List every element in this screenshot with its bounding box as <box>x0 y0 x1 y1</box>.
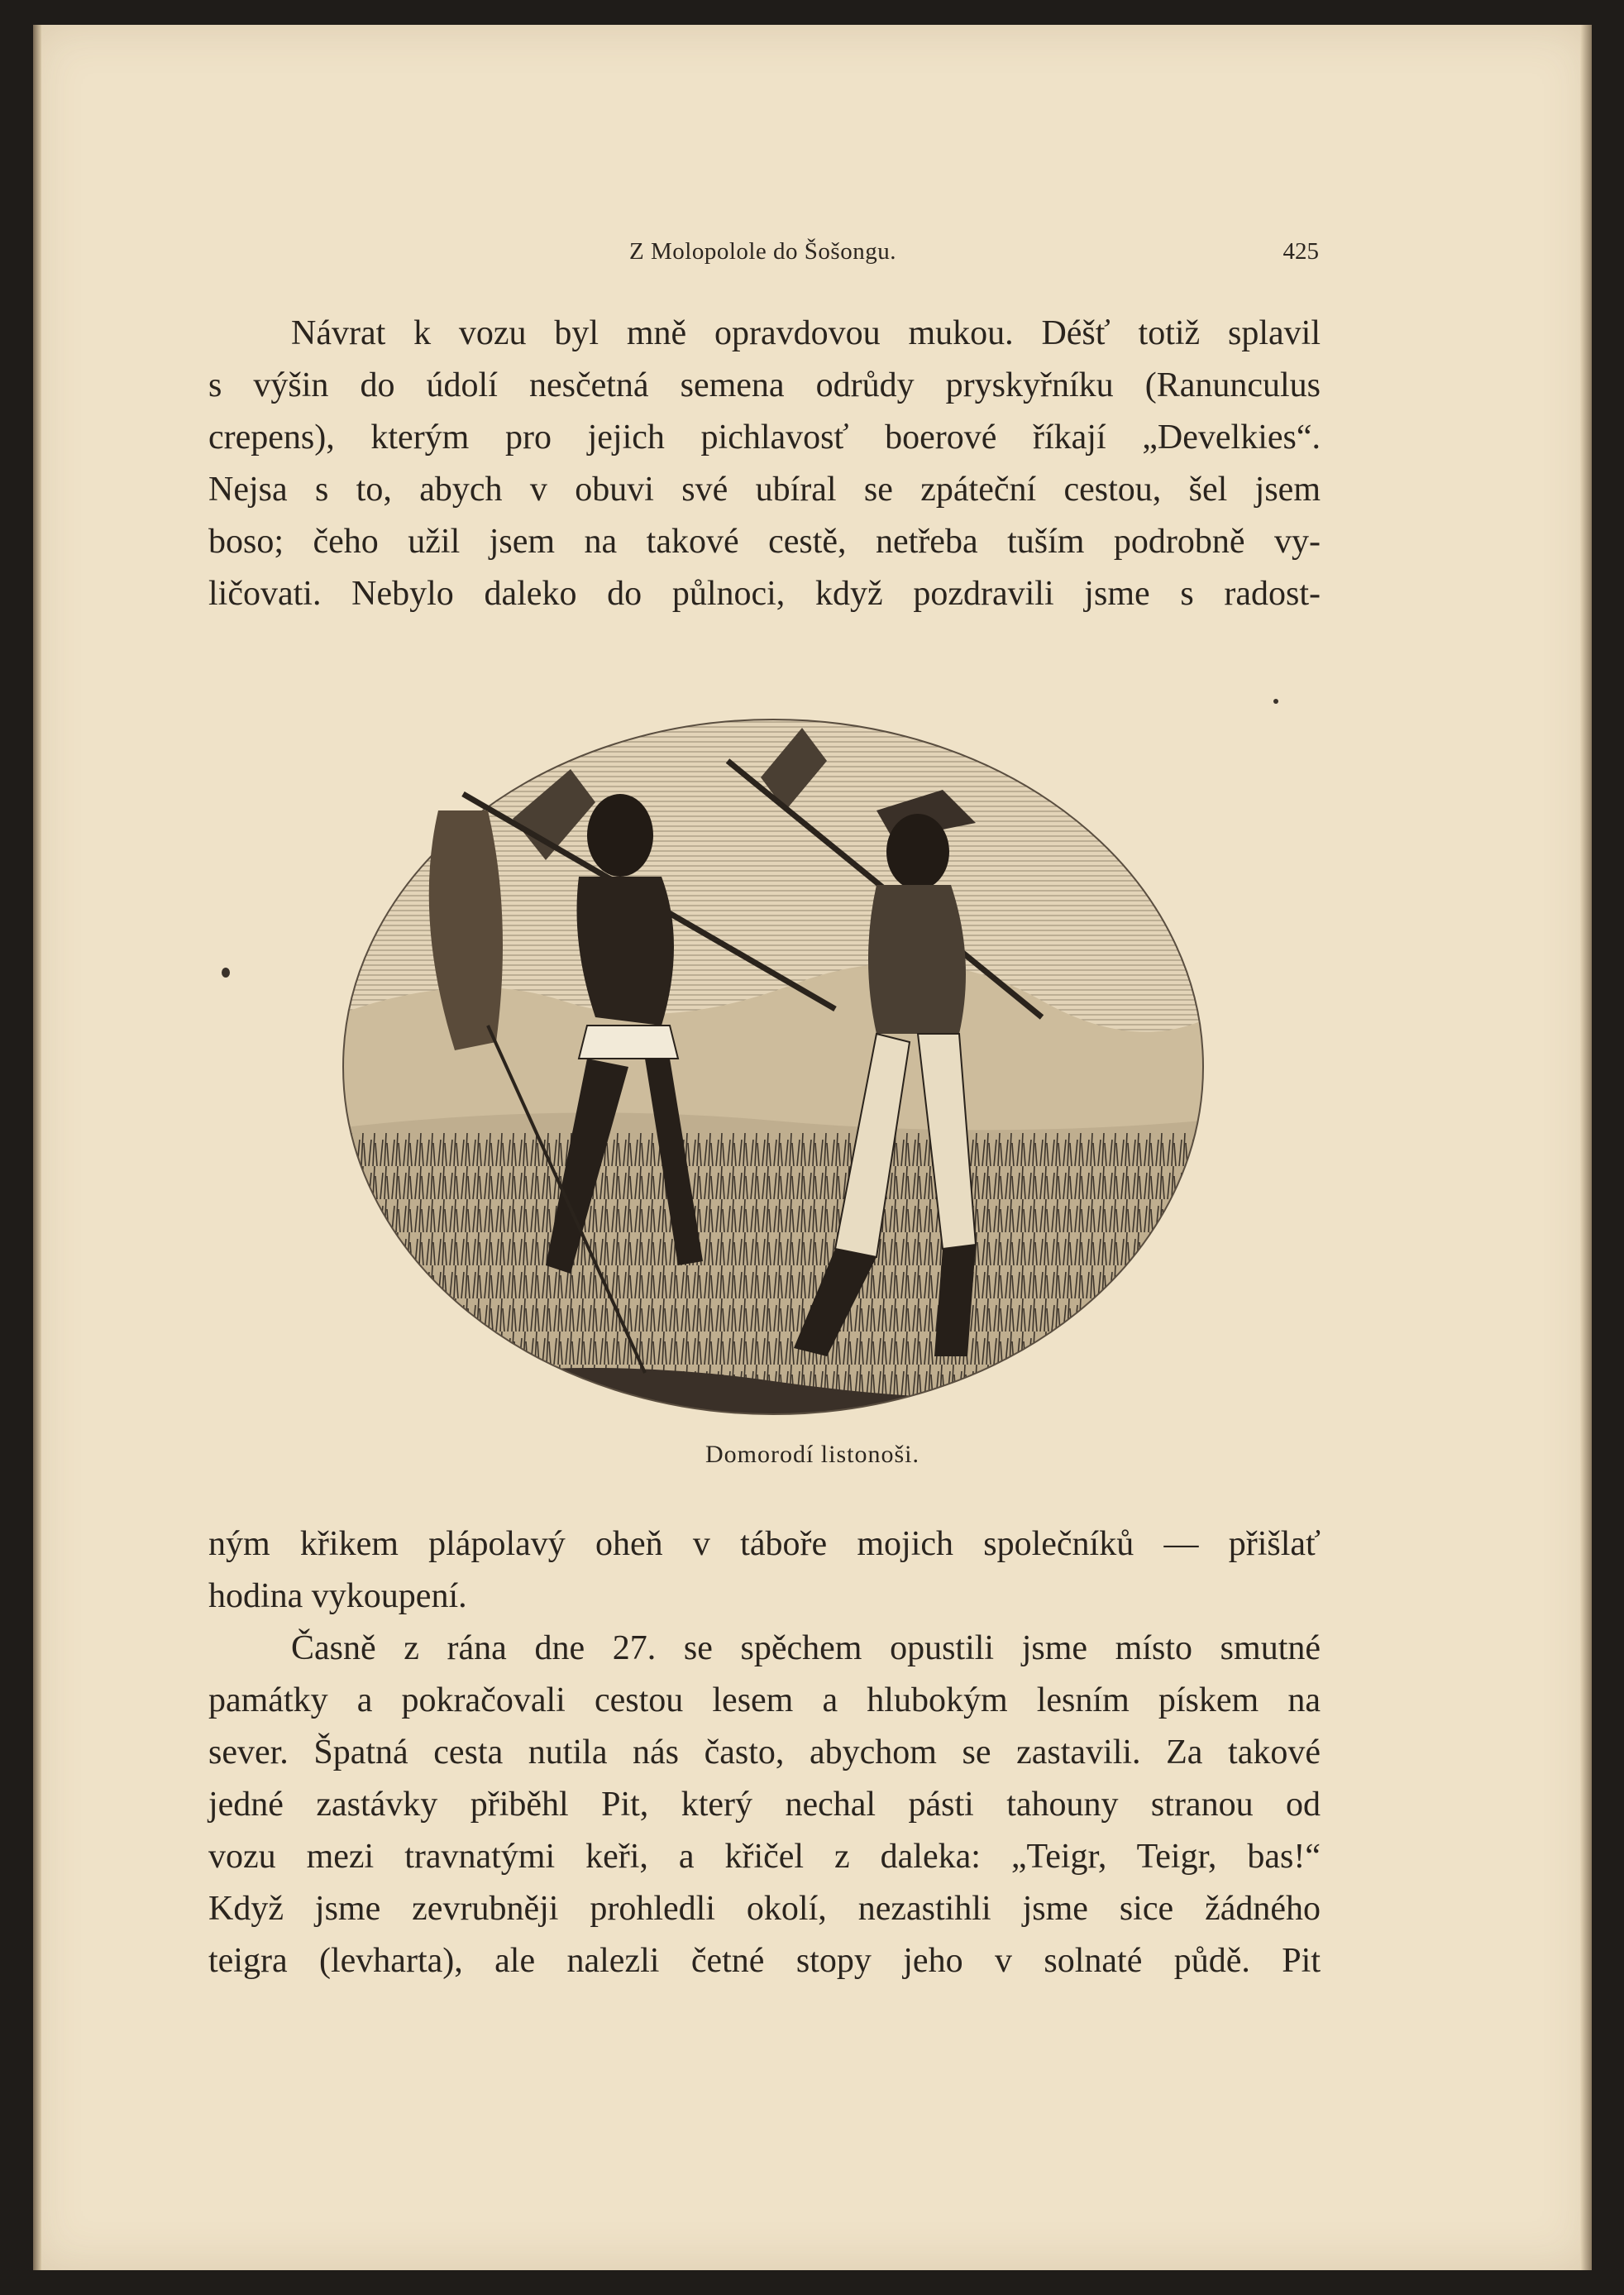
page-header <box>207 238 1319 280</box>
engraving-illustration <box>298 670 1249 1431</box>
text-line: památky a pokračovali cestou lesem a hlubokým lesním pískem na <box>208 1681 1321 1719</box>
text-line: hodina vykoupení. <box>208 1577 467 1615</box>
paper-speck <box>1273 699 1278 704</box>
text-line: Návrat k vozu byl mně opravdovou mukou. Déšť totiž splavil <box>291 314 1321 352</box>
book-page <box>33 25 1592 2270</box>
page-right-edge <box>1580 25 1592 2270</box>
page-number: 425 <box>1282 238 1319 265</box>
text-line: sever. Špatná cesta nutila nás často, abychom se zastavili. Za takové <box>208 1733 1321 1771</box>
paragraph-next <box>208 1623 1321 1987</box>
text-line: Nejsa s to, abych v obuvi své ubíral se zpáteční cestou, šel jsem <box>208 471 1321 509</box>
text-line: teigra (levharta), ale nalezli četné stopy jeho v solnaté půdě. Pit <box>208 1942 1321 1980</box>
paper-speck <box>222 968 230 978</box>
paragraph-top <box>208 308 1321 620</box>
text-line: ličovati. Nebylo daleko do půlnoci, když pozdravili jsme s radost- <box>208 575 1321 613</box>
paragraph-continued <box>208 1518 1321 1623</box>
text-line: crepens), kterým pro jejich pichlavosť boerové říkají „Develkies“. <box>208 418 1321 457</box>
text-line: Časně z rána dne 27. se spěchem opustili jsme místo smutné <box>291 1629 1321 1667</box>
text-line: ným křikem plápolavý oheň v táboře mojich společníků — přišlať <box>208 1525 1321 1563</box>
text-line: s výšin do údolí nesčetná semena odrůdy pryskyřníku (Ranunculus <box>208 366 1321 404</box>
figure-caption: Domorodí listonoši. <box>705 1441 919 1468</box>
text-line: jedné zastávky přiběhl Pit, který nechal pásti tahouny stranou od <box>208 1786 1321 1824</box>
text-line: boso; čeho užil jsem na takové cestě, netřeba tuším podrobně vy- <box>208 523 1321 561</box>
running-head: Z Molopolole do Šošongu. <box>629 238 896 265</box>
page-left-edge <box>33 25 41 2270</box>
text-line: vozu mezi travnatými keři, a křičel z daleka: „Teigr, Teigr, bas!“ <box>208 1838 1321 1876</box>
text-line: Když jsme zevrubněji prohledli okolí, nezastihli jsme sice žádného <box>208 1890 1321 1928</box>
